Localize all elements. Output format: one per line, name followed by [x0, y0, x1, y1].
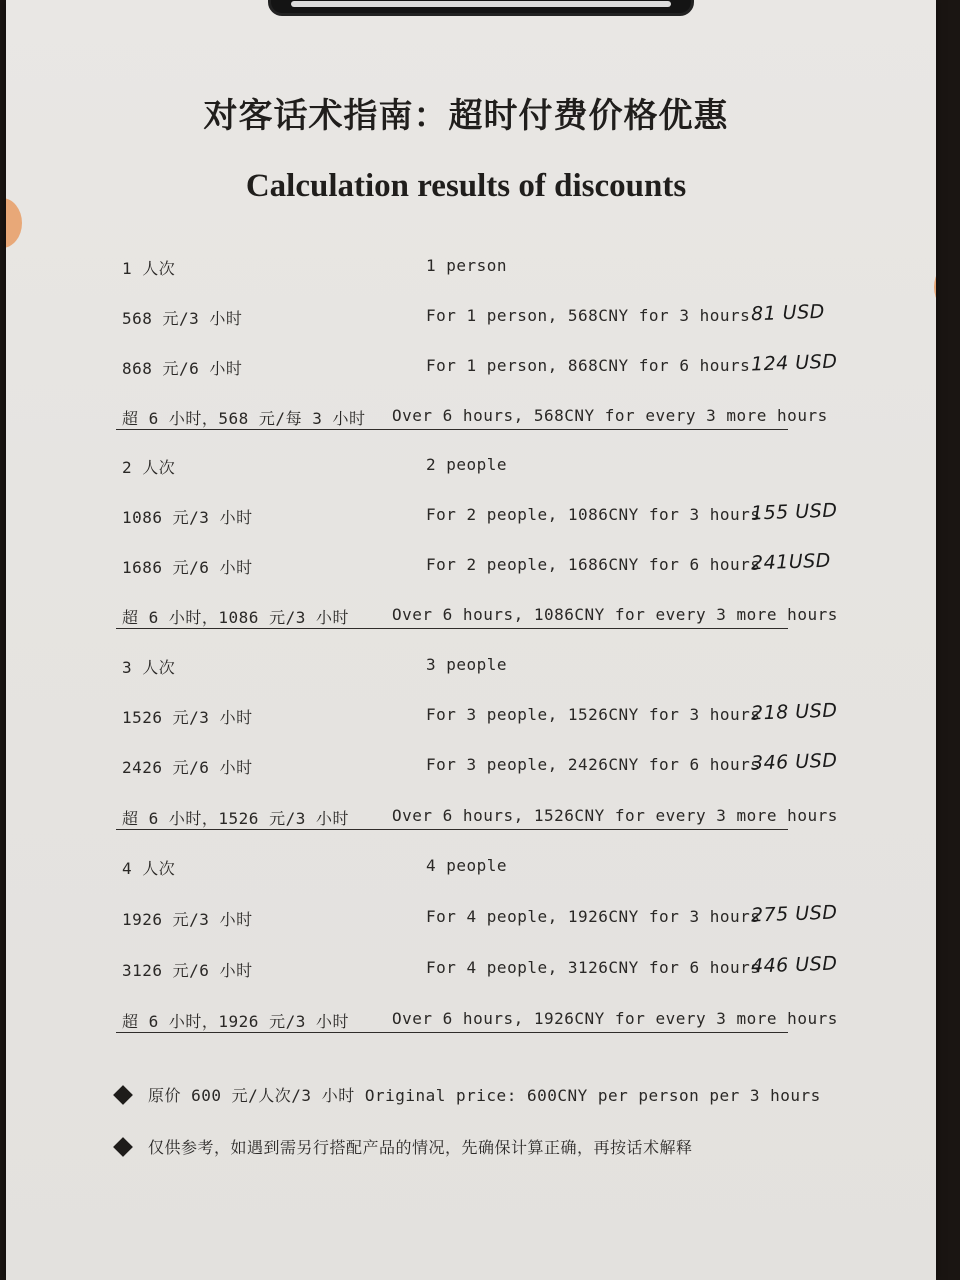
note-original-price	[116, 1083, 876, 1113]
overtime-cn: 超 6 小时，1086 元/3 小时	[122, 608, 349, 627]
overtime-row	[6, 1005, 936, 1035]
price-en: For 1 person, 868CNY for 6 hours	[426, 356, 751, 375]
overtime-row	[6, 802, 936, 832]
usd-handwritten: 275 USD	[750, 901, 838, 927]
group-header-cn: 1 人次	[122, 259, 176, 278]
group-header-en: 2 people	[426, 455, 508, 474]
price-row	[6, 501, 936, 531]
price-row	[6, 954, 936, 984]
overtime-en: Over 6 hours, 1526CNY for every 3 more hours	[392, 806, 838, 825]
underline	[116, 628, 788, 629]
price-en: For 2 people, 1086CNY for 3 hours	[426, 505, 761, 524]
price-cn: 1926 元/3 小时	[122, 910, 253, 929]
overtime-en: Over 6 hours, 568CNY for every 3 more hours	[392, 406, 828, 425]
price-sheet	[6, 0, 936, 1280]
overtime-cn: 超 6 小时，568 元/每 3 小时	[122, 409, 366, 428]
price-row	[6, 903, 936, 933]
price-en: For 3 people, 2426CNY for 6 hours	[426, 755, 761, 774]
price-en: For 4 people, 3126CNY for 6 hours	[426, 958, 761, 977]
price-en: For 2 people, 1686CNY for 6 hours	[426, 555, 761, 574]
price-en: For 4 people, 1926CNY for 3 hours	[426, 907, 761, 926]
diamond-bullet-icon	[113, 1137, 133, 1157]
overtime-row	[6, 402, 936, 432]
group-header	[6, 651, 936, 681]
group-header-cn: 4 人次	[122, 859, 176, 878]
price-row	[6, 751, 936, 781]
group-header	[6, 852, 936, 882]
underline	[116, 429, 788, 430]
diamond-bullet-icon	[113, 1085, 133, 1105]
price-cn: 1686 元/6 小时	[122, 558, 253, 577]
price-en: For 1 person, 568CNY for 3 hours	[426, 306, 751, 325]
price-row	[6, 551, 936, 581]
usd-handwritten: 81 USD	[750, 300, 826, 326]
price-cn: 568 元/3 小时	[122, 309, 243, 328]
price-cn: 1526 元/3 小时	[122, 708, 253, 727]
usd-handwritten: 155 USD	[750, 499, 838, 525]
price-cn: 868 元/6 小时	[122, 359, 243, 378]
title-english: Calculation results of discounts	[245, 168, 687, 204]
price-row	[6, 302, 936, 332]
overtime-en: Over 6 hours, 1086CNY for every 3 more hours	[392, 605, 838, 624]
title-chinese: 对客话术指南：超时付费价格优惠	[203, 96, 729, 136]
overtime-cn: 超 6 小时，1926 元/3 小时	[122, 1012, 349, 1031]
price-cn: 2426 元/6 小时	[122, 758, 253, 777]
group-header	[6, 252, 936, 282]
price-row	[6, 701, 936, 731]
price-row	[6, 352, 936, 382]
group-header-cn: 3 人次	[122, 658, 176, 677]
group-header-cn: 2 人次	[122, 458, 176, 477]
usd-handwritten: 218 USD	[750, 699, 838, 725]
usd-handwritten: 241USD	[750, 549, 832, 575]
clipboard-clip	[268, 0, 694, 16]
group-header	[6, 451, 936, 481]
usd-handwritten: 346 USD	[750, 749, 838, 775]
price-cn: 3126 元/6 小时	[122, 961, 253, 980]
price-cn: 1086 元/3 小时	[122, 508, 253, 527]
price-en: For 3 people, 1526CNY for 3 hours	[426, 705, 761, 724]
left-finger	[6, 198, 22, 248]
note-text: 原价 600 元/人次/3 小时 Original price: 600CNY per person per 3 hours	[148, 1086, 821, 1105]
usd-handwritten: 124 USD	[750, 350, 838, 376]
underline	[116, 829, 788, 830]
overtime-en: Over 6 hours, 1926CNY for every 3 more hours	[392, 1009, 838, 1028]
usd-handwritten: 446 USD	[750, 952, 838, 978]
note-reference	[116, 1135, 876, 1165]
overtime-cn: 超 6 小时，1526 元/3 小时	[122, 809, 349, 828]
group-header-en: 4 people	[426, 856, 508, 875]
group-header-en: 3 people	[426, 655, 508, 674]
note-text: 仅供参考，如遇到需另行搭配产品的情况，先确保计算正确，再按话术解释	[148, 1138, 693, 1157]
overtime-row	[6, 601, 936, 631]
group-header-en: 1 person	[426, 256, 508, 275]
underline	[116, 1032, 788, 1033]
